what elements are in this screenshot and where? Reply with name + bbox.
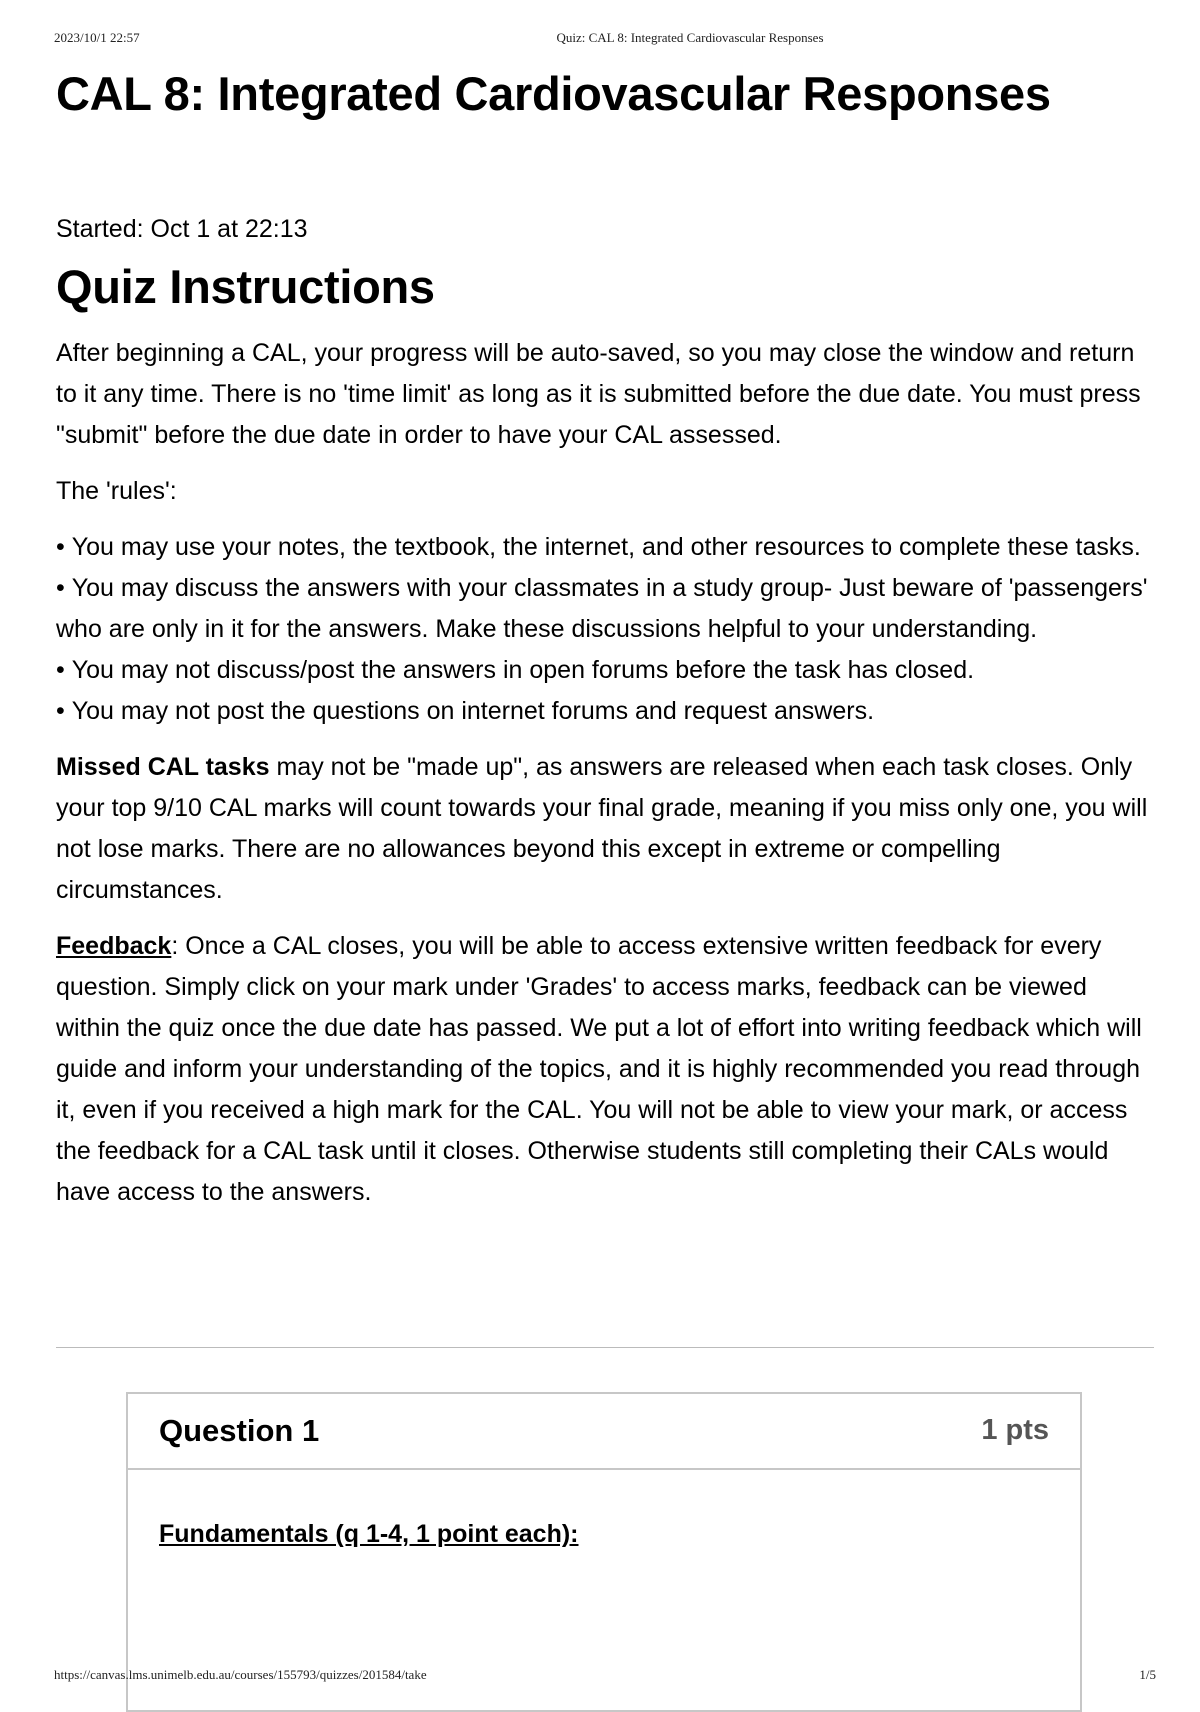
question-title: Question 1: [159, 1413, 320, 1448]
missed-tasks-label: Missed CAL tasks: [56, 753, 270, 781]
rules-list: [56, 527, 1148, 732]
instructions-heading: Quiz Instructions: [56, 260, 435, 313]
print-header-page-title: Quiz: CAL 8: Integrated Cardiovascular Responses: [556, 30, 824, 45]
feedback-label: Feedback: [56, 932, 172, 960]
missed-tasks-paragraph: [56, 747, 1148, 911]
rules-label: The 'rules':: [56, 477, 177, 505]
feedback-text: : Once a CAL closes, you will be able to access extensive written feedback for every question. Simply click on your mark under 'Grades' to access marks, feedback can be viewed within the quiz once the due date has passed. We put a lot of effort into writing feedback which will guide and inform your understanding of the topics, and it is highly recommended you read through it, even if you received a high mark for the CAL. You will not be able to view your mark, or access the feedback for a CAL task until it closes. Otherwise students still completing their CALs would have access to the answers.: [56, 932, 1142, 1206]
rule-item: • You may use your notes, the textbook, the internet, and other resources to complete these tasks.: [56, 527, 1148, 568]
section-divider: [56, 1347, 1154, 1348]
instructions-intro: After beginning a CAL, your progress will be auto-saved, so you may close the window and return to it any time. There is no 'time limit' as long as it is submitted before the due date. You must press "submit" before the due date in order to have your CAL assessed.: [56, 339, 1141, 449]
rule-item: • You may not post the questions on internet forums and request answers.: [56, 691, 1148, 732]
rule-item: • You may not discuss/post the answers in open forums before the task has closed.: [56, 650, 1148, 691]
print-footer-page-number: 1/5: [1139, 1667, 1156, 1682]
question-card: [126, 1392, 1082, 1712]
quiz-content: [56, 62, 1148, 1213]
question-points: 1 pts: [981, 1414, 1049, 1446]
rule-item: • You may discuss the answers with your classmates in a study group- Just beware of 'passengers' who are only in it for the answers. Make these discussions helpful to your understanding.: [56, 568, 1148, 650]
quiz-started-time: Started: Oct 1 at 22:13: [56, 215, 308, 243]
print-header-datetime: 2023/10/1 22:57: [54, 30, 140, 45]
question-section-heading: Fundamentals (q 1-4, 1 point each):: [159, 1520, 579, 1548]
page-title: CAL 8: Integrated Cardiovascular Responses: [56, 67, 1051, 120]
question-body: [128, 1470, 1080, 1549]
missed-tasks-text: may not be "made up", as answers are released when each task closes. Only your top 9/10 CAL marks will count towards your final grade, meaning if you miss only one, you will not lose marks. There are no allowances beyond this except in extreme or compelling circumstances.: [56, 753, 1148, 904]
feedback-paragraph: [56, 926, 1148, 1213]
question-header: [128, 1394, 1080, 1470]
print-footer-url: https://canvas.lms.unimelb.edu.au/courses/155793/quizzes/201584/take: [54, 1667, 427, 1682]
